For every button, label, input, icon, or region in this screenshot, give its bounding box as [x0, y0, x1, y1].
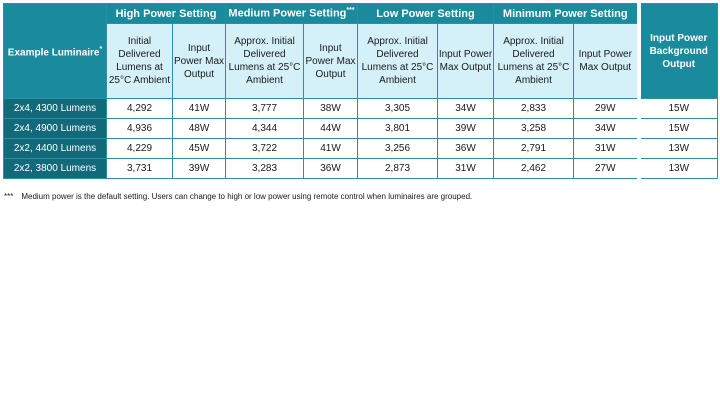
example-luminaire-header: Example Luminaire* [4, 4, 107, 99]
high-lumens-cell: 3,731 [107, 159, 173, 179]
high-power-cell: 41W [173, 99, 226, 119]
medium-power-header: Medium Power Setting*** [226, 4, 358, 24]
minimum-lumens-cell: 3,258 [494, 119, 574, 139]
low-power-cell: 36W [438, 139, 494, 159]
medium-lumens-cell: 3,777 [226, 99, 304, 119]
high-lumens-cell: 4,936 [107, 119, 173, 139]
high-power-header: High Power Setting [107, 4, 226, 24]
row-label: 2x2, 4400 Lumens [4, 139, 107, 159]
medium-lumens-cell: 3,283 [226, 159, 304, 179]
low-lumens-cell: 3,305 [358, 99, 438, 119]
row-label: 2x2, 3800 Lumens [4, 159, 107, 179]
table-row [4, 139, 718, 159]
table-row [4, 119, 718, 139]
medium-lumens-cell: 4,344 [226, 119, 304, 139]
medium-power-cell: 36W [304, 159, 358, 179]
background-output-cell: 15W [639, 119, 718, 139]
minimum-power-cell: 34W [574, 119, 639, 139]
row-label: 2x4, 4900 Lumens [4, 119, 107, 139]
low-lumens-cell: 3,801 [358, 119, 438, 139]
medium-power-cell: 38W [304, 99, 358, 119]
low-power-cell: 34W [438, 99, 494, 119]
minimum-input-power-subheader: Input Power Max Output [574, 24, 639, 99]
high-power-cell: 48W [173, 119, 226, 139]
background-output-cell: 15W [639, 99, 718, 119]
low-lumens-cell: 2,873 [358, 159, 438, 179]
minimum-power-cell: 29W [574, 99, 639, 119]
medium-power-cell: 41W [304, 139, 358, 159]
medium-lumens-cell: 3,722 [226, 139, 304, 159]
minimum-power-cell: 27W [574, 159, 639, 179]
low-lumens-cell: 3,256 [358, 139, 438, 159]
minimum-lumens-cell: 2,462 [494, 159, 574, 179]
medium-power-cell: 44W [304, 119, 358, 139]
low-lumens-subheader: Approx. Initial Delivered Lumens at 25°C Ambient [358, 24, 438, 99]
footnote [4, 192, 472, 201]
low-power-cell: 39W [438, 119, 494, 139]
table-row [4, 99, 718, 119]
footnote-mark: *** [4, 192, 14, 201]
minimum-lumens-cell: 2,791 [494, 139, 574, 159]
minimum-lumens-cell: 2,833 [494, 99, 574, 119]
minimum-power-header: Minimum Power Setting [494, 4, 639, 24]
background-output-cell: 13W [639, 139, 718, 159]
minimum-power-cell: 31W [574, 139, 639, 159]
high-input-power-subheader: Input Power Max Output [173, 24, 226, 99]
high-lumens-cell: 4,229 [107, 139, 173, 159]
high-lumens-subheader: Initial Delivered Lumens at 25°C Ambient [107, 24, 173, 99]
low-power-cell: 31W [438, 159, 494, 179]
medium-lumens-subheader: Approx. Initial Delivered Lumens at 25°C Ambient [226, 24, 304, 99]
table-row [4, 159, 718, 179]
background-output-header: Input Power Background Output [639, 4, 718, 99]
power-settings-table [3, 3, 718, 179]
background-output-cell: 13W [639, 159, 718, 179]
row-label: 2x4, 4300 Lumens [4, 99, 107, 119]
medium-input-power-subheader: Input Power Max Output [304, 24, 358, 99]
footnote-text: Medium power is the default setting. Users can change to high or low power using remote control when luminaires are grouped. [21, 192, 473, 201]
high-lumens-cell: 4,292 [107, 99, 173, 119]
high-power-cell: 39W [173, 159, 226, 179]
minimum-lumens-subheader: Approx. Initial Delivered Lumens at 25°C Ambient [494, 24, 574, 99]
low-power-header: Low Power Setting [358, 4, 494, 24]
low-input-power-subheader: Input Power Max Output [438, 24, 494, 99]
high-power-cell: 45W [173, 139, 226, 159]
